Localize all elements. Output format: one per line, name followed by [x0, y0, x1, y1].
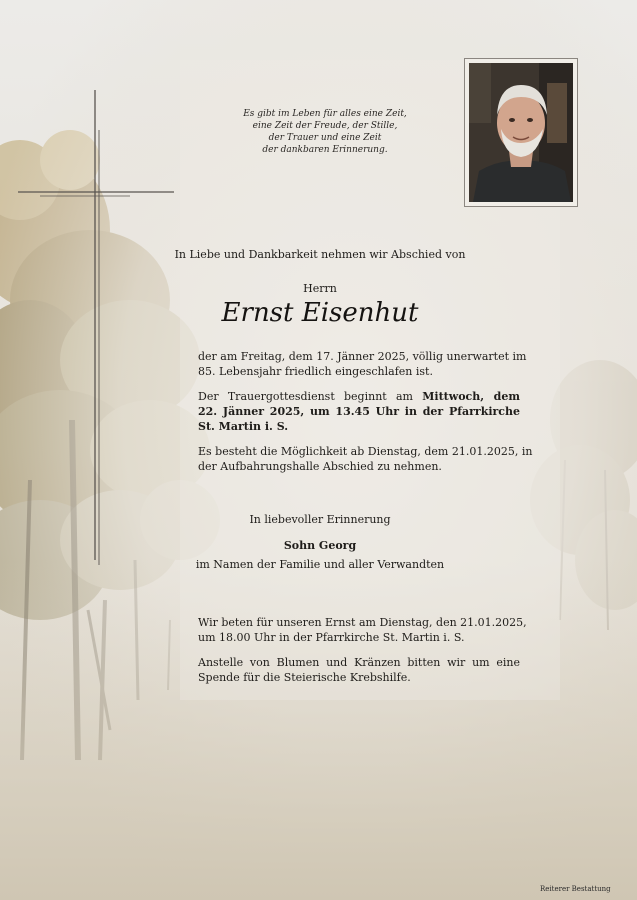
- funeral-home-credit: Reiterer Bestattung: [540, 885, 611, 893]
- poem-line: Es gibt im Leben für alles eine Zeit,: [243, 109, 407, 119]
- intro-text: In Liebe und Dankbarkeit nehmen wir Abschied von: [174, 248, 466, 261]
- poem-line: der dankbaren Erinnerung.: [262, 145, 388, 155]
- donation-line: Anstelle von Blumen und Kränzen bitten wir um eine: [198, 656, 520, 669]
- poem-line: eine Zeit der Freude, der Stille,: [252, 121, 398, 131]
- funeral-info: [198, 389, 520, 434]
- viewing-line: Es besteht die Möglichkeit ab Dienstag, dem 21.01.2025, in: [198, 445, 533, 458]
- portrait-frame: [464, 58, 578, 207]
- poem: [225, 108, 425, 156]
- donation-info: [198, 655, 520, 685]
- death-notice: [198, 349, 527, 379]
- death-notice-line: 85. Lebensjahr friedlich eingeschlafen ist.: [198, 365, 433, 378]
- funeral-date-start: Mittwoch, dem: [422, 390, 520, 403]
- donation-line: Spende für die Steierische Krebshilfe.: [198, 671, 411, 684]
- funeral-prefix: Der Trauergottesdienst beginnt am: [198, 390, 413, 403]
- prayer-line: um 18.00 Uhr in der Pfarrkirche St. Martin i. S.: [198, 631, 465, 644]
- poem-line: der Trauer und eine Zeit: [268, 133, 382, 143]
- prayer-info: [198, 615, 527, 645]
- death-notice-line: der am Freitag, dem 17. Jänner 2025, völlig unerwartet im: [198, 350, 527, 363]
- family-text: im Namen der Familie und aller Verwandten: [195, 558, 445, 571]
- viewing-info: [198, 444, 533, 474]
- deceased-name: Ernst Eisenhut: [221, 298, 419, 328]
- salutation: Herrn: [303, 282, 337, 295]
- prayer-line: Wir beten für unseren Ernst am Dienstag, den 21.01.2025,: [198, 616, 527, 629]
- funeral-line-2: 22. Jänner 2025, um 13.45 Uhr in der Pfarrkirche: [198, 405, 520, 418]
- mourner-name: Sohn Georg: [283, 539, 357, 552]
- remembrance-text: In liebevoller Erinnerung: [249, 513, 391, 526]
- portrait-photo: [469, 63, 573, 202]
- viewing-line: der Aufbahrungshalle Abschied zu nehmen.: [198, 460, 442, 473]
- funeral-line-3: St. Martin i. S.: [198, 420, 289, 433]
- funeral-line-1: [198, 389, 520, 404]
